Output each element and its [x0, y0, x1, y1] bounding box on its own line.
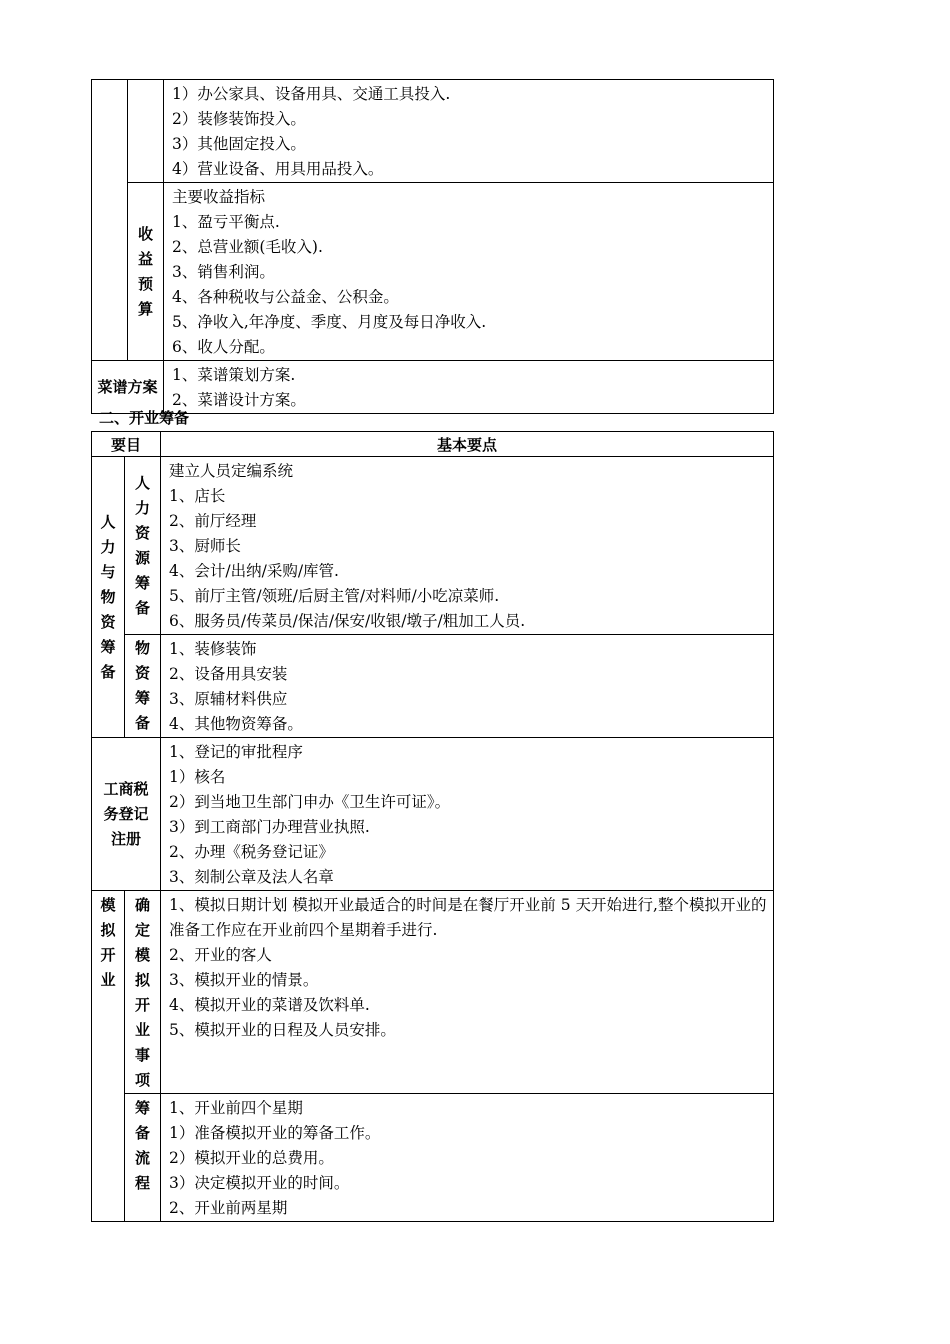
label-char: 与 [100, 562, 116, 581]
text-line: 2）装修装饰投入。 [172, 110, 306, 128]
text-line: 1、开业前四个星期 [169, 1099, 303, 1117]
text-line: 1）准备模拟开业的筹备工作。 [169, 1124, 381, 1142]
label-char: 备 [135, 598, 151, 617]
text-line: 1、盈亏平衡点. [172, 213, 280, 231]
label-char: 流 [135, 1149, 151, 1167]
registration-list [161, 738, 773, 890]
menu-list [164, 361, 773, 413]
process-list [161, 1094, 773, 1221]
revenue-list [164, 183, 773, 360]
text-line: 1、登记的审批程序 [169, 743, 303, 761]
label-char: 开 [135, 996, 151, 1014]
text-line: 3）其他固定投入。 [172, 135, 306, 153]
text-line: 1）办公家具、设备用具、交通工具投入. [172, 85, 451, 103]
menu-content-cell [164, 361, 774, 414]
text-line: 4、其他物资筹备。 [169, 715, 303, 733]
label-char: 物 [100, 587, 116, 606]
text-line: 3、刻制公章及法人名章 [169, 868, 334, 886]
label-char: 人 [135, 473, 151, 492]
label-char: 事 [135, 1046, 151, 1064]
invest-label-cell [128, 80, 164, 183]
hr-material-label-chars [92, 510, 124, 685]
text-line: 建立人员定编系统 [169, 462, 294, 480]
label-char: 备 [135, 1124, 151, 1142]
label-char: 资 [135, 664, 151, 682]
text-line: 3）决定模拟开业的时间。 [169, 1174, 350, 1192]
label-char: 开 [100, 946, 116, 964]
label-char: 筹 [135, 689, 151, 707]
text-line: 2）到当地卫生部门申办《卫生许可证》。 [169, 793, 451, 811]
hr-list [161, 457, 773, 634]
header-item: 要目 [92, 432, 161, 457]
process-label [125, 1094, 161, 1222]
header-points: 基本要点 [161, 432, 774, 457]
menu-plan-label-text: 菜谱方案 [97, 377, 158, 396]
invest-list [164, 80, 773, 182]
text-line: 2、开业前两星期 [169, 1199, 288, 1217]
section-title: 二、开业筹备 [99, 409, 190, 427]
text-line: 4、各种税收与公益金、公积金。 [172, 288, 399, 306]
confirm-items-label-chars [125, 893, 160, 1093]
text-line: 3、模拟开业的情景。 [169, 971, 319, 989]
label-char: 算 [137, 299, 153, 318]
material-list [161, 635, 773, 737]
text-line: 2、总营业额(毛收入). [172, 238, 323, 256]
text-line: 1、菜谱策划方案. [172, 366, 296, 384]
label-char: 资 [135, 523, 151, 542]
label-char: 力 [135, 498, 151, 517]
revenue-label-chars [128, 222, 163, 322]
confirm-list [161, 891, 773, 1043]
text-line: 6、收人分配。 [172, 338, 275, 356]
label-char: 拟 [135, 971, 151, 989]
text-line: 2、开业的客人 [169, 946, 272, 964]
label-char: 益 [137, 249, 153, 268]
budget-table [91, 79, 774, 414]
trial-opening-label-chars [92, 893, 124, 993]
label-char: 备 [135, 714, 151, 732]
process-label-chars [125, 1096, 160, 1196]
registration-label [92, 738, 161, 891]
invest-content-cell [164, 80, 774, 183]
text-line: 1、装修装饰 [169, 640, 257, 658]
label-char: 力 [100, 537, 116, 556]
text-line: 主要收益指标 [172, 188, 266, 206]
label-char: 收 [137, 224, 153, 243]
hr-prep-label-chars [125, 471, 160, 621]
text-line: 4、模拟开业的菜谱及饮料单. [169, 996, 370, 1014]
trial-opening-label [92, 891, 125, 1222]
label-char: 资 [100, 612, 116, 631]
material-prep-label-chars [125, 636, 160, 736]
text-line: 6、服务员/传菜员/保洁/保安/收银/墩子/粗加工人员. [169, 612, 526, 630]
label-char: 筹 [100, 637, 116, 656]
label-char: 确 [135, 896, 151, 914]
text-line: 3）到工商部门办理营业执照. [169, 818, 370, 836]
text-line: 3、销售利润。 [172, 263, 275, 281]
registration-content-cell [161, 738, 774, 891]
hr-material-label [92, 457, 125, 738]
text-line: 2、设备用具安装 [169, 665, 288, 683]
label-char: 人 [100, 512, 116, 531]
text-line: 5、前厅主管/领班/后厨主管/对料师/小吃凉菜师. [169, 587, 500, 605]
label-char: 拟 [100, 921, 116, 939]
confirm-first-item: 1、模拟日期计划 模拟开业最适合的时间是在餐厅开业前 5 天开始进行,整个模拟开业的准备工作应在开业前四个星期着手进行. [169, 896, 767, 939]
text-line: 2、菜谱设计方案。 [172, 391, 306, 409]
label-char: 筹 [135, 573, 151, 592]
text-line: 2、办理《税务登记证》 [169, 843, 334, 861]
label-char: 定 [135, 921, 151, 939]
label-char: 预 [137, 274, 153, 293]
text-line: 2）模拟开业的总费用。 [169, 1149, 334, 1167]
text-line: 4、会计/出纳/采购/库管. [169, 562, 339, 580]
material-prep-label [125, 635, 161, 738]
label-char: 项 [135, 1071, 151, 1089]
hr-content-cell [161, 457, 774, 635]
text-line: 3、原辅材料供应 [169, 690, 288, 708]
revenue-content-cell [164, 183, 774, 361]
text-line: 1、店长 [169, 487, 226, 505]
text-line: 2、前厅经理 [169, 512, 257, 530]
label-char: 筹 [135, 1099, 151, 1117]
label-char: 备 [100, 662, 116, 681]
process-content-cell [161, 1094, 774, 1222]
text-line: 3、厨师长 [169, 537, 241, 555]
label-char: 程 [135, 1174, 151, 1192]
text-line: 1）核名 [169, 768, 226, 786]
label-char: 业 [100, 971, 116, 989]
label-char: 源 [135, 548, 151, 567]
revenue-budget-label [128, 183, 164, 361]
label-char: 模 [100, 896, 116, 914]
text-line: 4）营业设备、用具用品投入。 [172, 160, 384, 178]
registration-label-text: 工商税务登记注册 [103, 779, 149, 848]
label-char: 物 [135, 639, 151, 657]
hr-prep-label [125, 457, 161, 635]
text-line: 5、模拟开业的日程及人员安排。 [169, 1021, 396, 1039]
merged-category-cell [92, 80, 128, 361]
label-char: 模 [135, 946, 151, 964]
confirm-content-cell [161, 891, 774, 1094]
label-char: 业 [135, 1021, 151, 1039]
material-content-cell [161, 635, 774, 738]
confirm-items-label [125, 891, 161, 1094]
text-line: 5、净收入,年净度、季度、月度及每日净收入. [172, 313, 487, 331]
opening-prep-table [91, 431, 774, 1222]
